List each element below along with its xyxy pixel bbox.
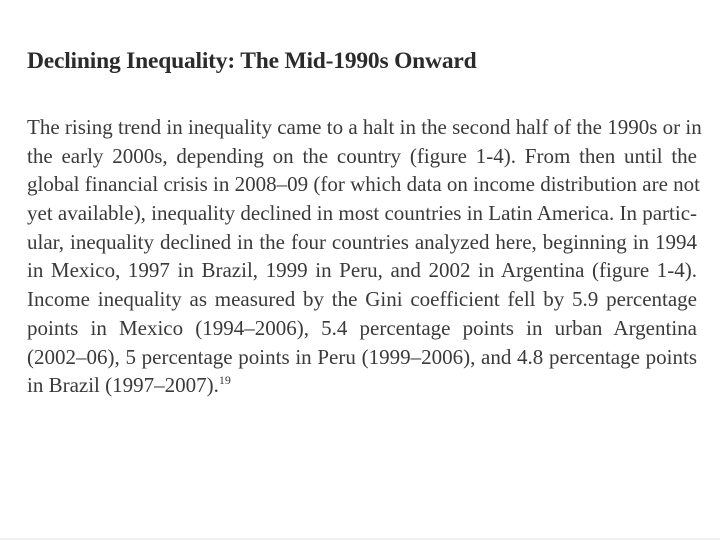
- paragraph-line-last: [27, 371, 697, 400]
- paragraph-line: points in Mexico (1994–2006), 5.4 percentage points in urban Argentina: [27, 315, 697, 340]
- paragraph-line: yet available), inequality declined in most countries in Latin America. In partic-: [27, 201, 698, 226]
- paragraph-line: ular, inequality declined in the four countries analyzed here, beginning in 1994: [27, 229, 697, 254]
- paragraph-line: (2002–06), 5 percentage points in Peru (1999–2006), and 4.8 percentage points: [27, 344, 697, 369]
- paragraph-line: global financial crisis in 2008–09 (for which data on income distribution are not: [27, 172, 701, 197]
- section-heading: Declining Inequality: The Mid-1990s Onward: [27, 48, 477, 74]
- paragraph-line-text: in Brazil (1997–2007).: [27, 373, 219, 398]
- paragraph-line: Income inequality as measured by the Gini coefficient fell by 5.9 percentage: [27, 287, 697, 312]
- body-paragraph: [27, 113, 702, 400]
- paragraph-line: in Mexico, 1997 in Brazil, 1999 in Peru, and 2002 in Argentina (figure 1-4).: [27, 258, 697, 283]
- paragraph-line: the early 2000s, depending on the country (figure 1-4). From then until the: [27, 143, 697, 168]
- footnote-marker[interactable]: 19: [218, 373, 231, 388]
- paragraph-line: The rising trend in inequality came to a halt in the second half of the 1990s or in: [27, 115, 702, 139]
